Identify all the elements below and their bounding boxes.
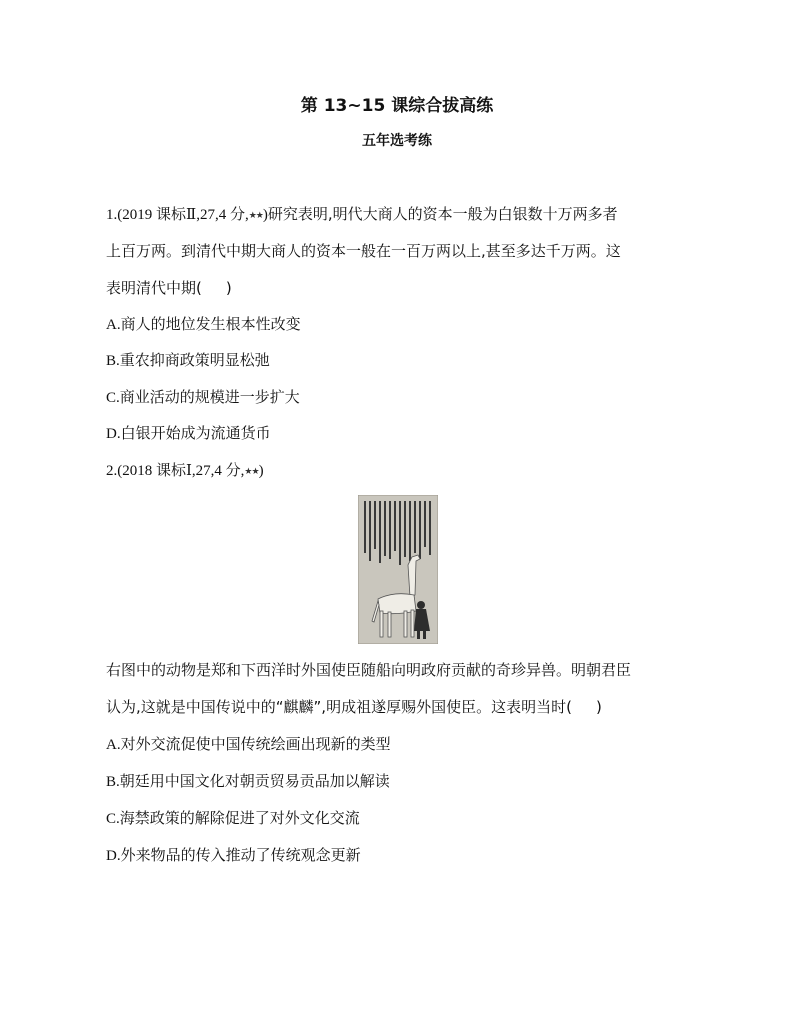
q1-source: (2019 课标Ⅱ,27,4 分, [117, 207, 249, 223]
option-text: 外来物品的传入推动了传统观念更新 [120, 846, 361, 864]
q1-option-c[interactable] [106, 387, 300, 408]
option-text: 商业活动的规模进一步扩大 [119, 388, 300, 406]
q2-line-2 [106, 697, 602, 717]
giraffe-tribute-painting [358, 495, 438, 644]
q1-number: 1. [106, 207, 118, 223]
q1-option-b[interactable] [106, 350, 270, 371]
option-text: 对外交流促使中国传统绘画出现新的类型 [120, 735, 391, 753]
option-letter: C. [106, 811, 120, 827]
q2-option-a[interactable] [106, 734, 391, 755]
option-text: 重农抑商政策明显松弛 [119, 351, 270, 369]
two-star-icon: ★★ [244, 467, 259, 477]
q2-number: 2. [106, 463, 118, 479]
q2-option-c[interactable] [106, 808, 360, 829]
q1-answer-paren-close: ) [225, 279, 232, 297]
option-letter: A. [106, 737, 121, 753]
q2-stem-line-1: 右图中的动物是郑和下西洋时外国使臣随船向明政府贡献的奇珍异兽。明朝君臣 [106, 661, 632, 679]
q2-option-b[interactable] [106, 771, 390, 792]
option-text: 白银开始成为流通货币 [120, 424, 271, 442]
q1-option-a[interactable] [106, 314, 301, 335]
q1-stem-line-3: 表明清代中期 [106, 279, 197, 297]
q1-stem-line-1: 研究表明,明代大商人的资本一般为白银数十万两多者 [267, 205, 618, 223]
option-letter: B. [106, 353, 120, 369]
q1-option-d[interactable] [106, 423, 271, 444]
q2-line-1 [106, 460, 264, 482]
q2-answer-paren-close: ) [595, 698, 602, 716]
option-letter: A. [106, 317, 121, 333]
option-text: 海禁政策的解除促进了对外文化交流 [119, 809, 360, 827]
q2-stem-line-2: 认为,这就是中国传说中的“麒麟”,明成祖遂厚赐外国使臣。这表明当时 [106, 698, 567, 716]
section-subtitle: 五年选考练 [362, 133, 432, 149]
q1-source-end: ) [262, 207, 268, 223]
option-letter: B. [106, 774, 120, 790]
option-text: 朝廷用中国文化对朝贡贸易贡品加以解读 [119, 772, 390, 790]
q1-answer-paren-open: ( [196, 279, 202, 297]
q2-answer-paren-open: ( [566, 698, 572, 716]
page-title: 第 13~15 课综合拔高练 [300, 96, 494, 116]
option-letter: C. [106, 390, 120, 406]
q2-option-d[interactable] [106, 845, 361, 866]
two-star-icon: ★★ [248, 211, 263, 221]
q2-source: (2018 课标Ⅰ,27,4 分, [117, 463, 245, 479]
q1-stem-line-2: 上百万两。到清代中期大商人的资本一般在一百万两以上,甚至多达千万两。这 [106, 242, 621, 260]
option-letter: D. [106, 848, 121, 864]
q2-source-end: ) [258, 463, 264, 479]
q1-line-3 [106, 278, 232, 298]
option-text: 商人的地位发生根本性改变 [120, 315, 301, 333]
q1-line-1 [106, 204, 618, 226]
option-letter: D. [106, 426, 121, 442]
